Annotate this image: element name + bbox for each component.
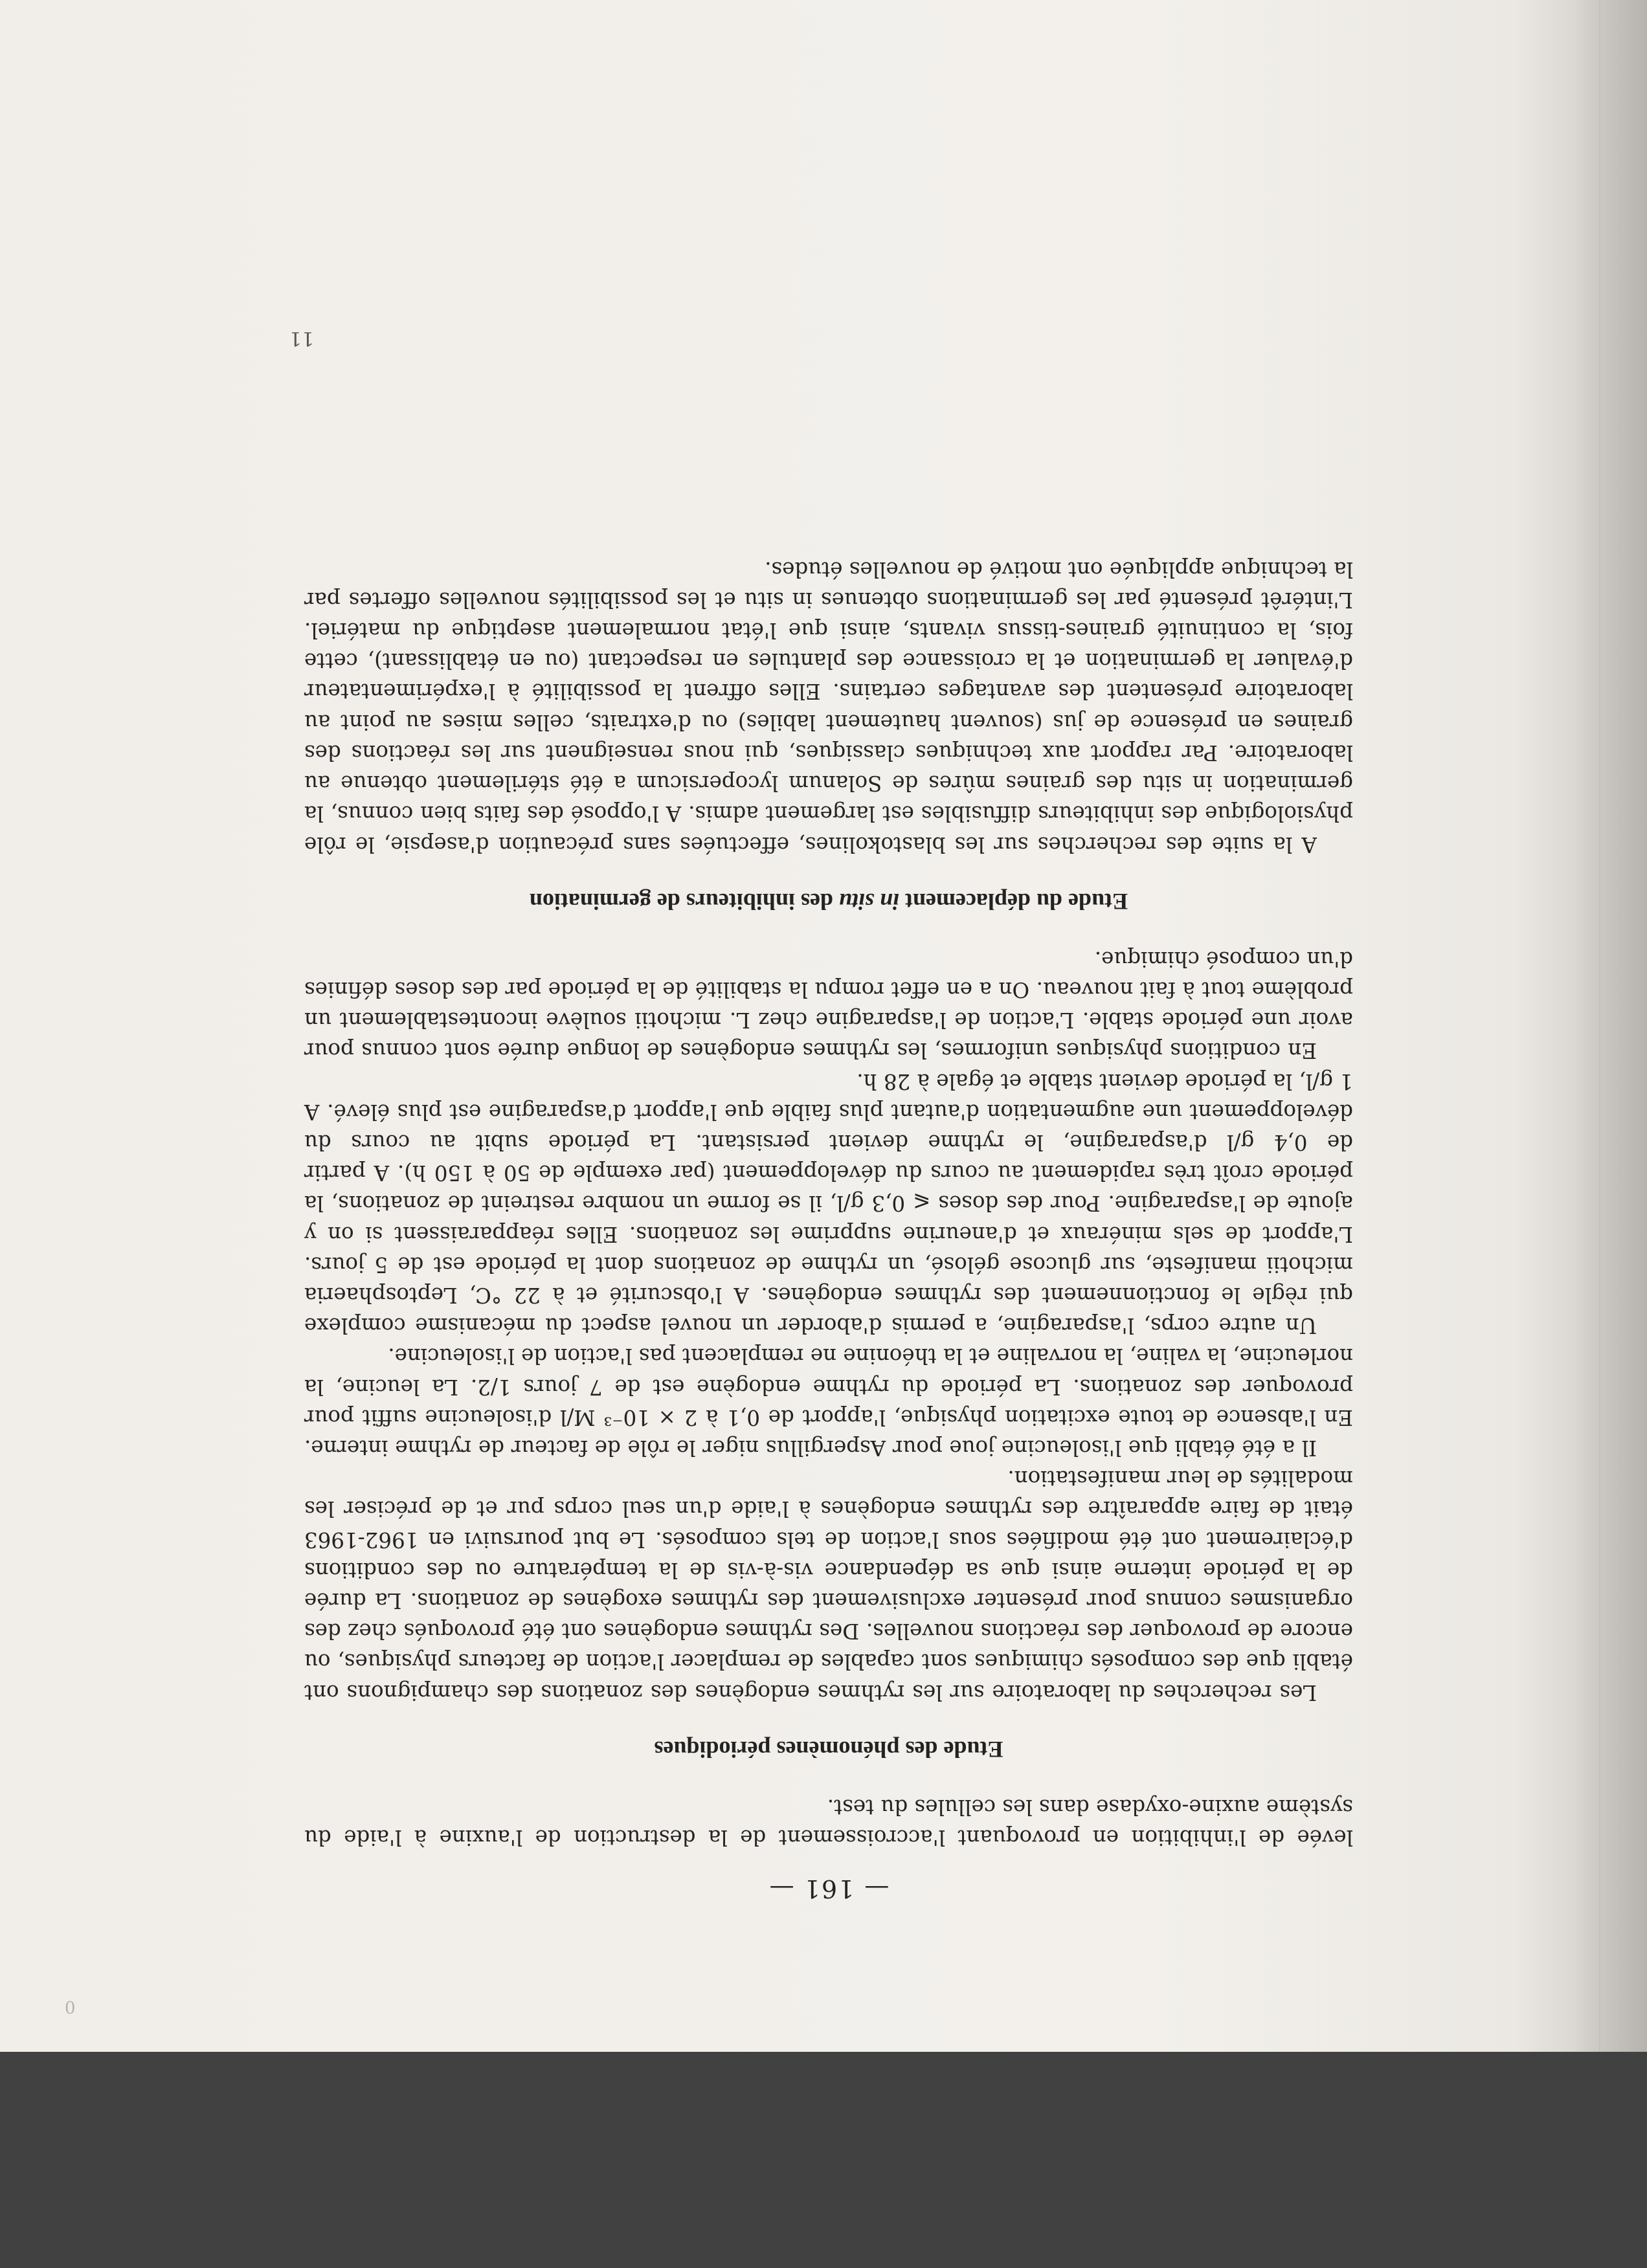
corner-mark: 11 <box>289 327 314 350</box>
stray-pencil-mark: 0 <box>65 1997 76 2016</box>
paragraph-rhythms: Les recherches du laboratoire sur les rythmes endogènes des zonations des champignons ont établi que des composés chimiques sont capables de remplacer l'action de facteurs physiques, ou encore de provoquer des réactions nouvelles. Des rythmes endogènes ont été provoqués chez des organismes connus pour présenter exclusivement des rythmes exogènes de zonations. La durée de la période interne ainsi que sa dépendance vis-à-vis de la température ou des conditions d'éclairement ont été modifiées sous l'action de tels composés. Le but poursuivi en 1962-1963 était de faire apparaître des rythmes endogènes à l'aide d'un seul corps pur et de préciser les modalités de leur manifestation. <box>304 1466 1353 1705</box>
page-number: — 161 — <box>768 1874 890 1903</box>
paragraph-isoleucine: Il a été établi que l'isoleucine joue pour Aspergillus niger le rôle de facteur de rythme interne. En l'absence de toute excitation physique, l'apport de 0,1 à 2 × 10⁻³ M/l d'isoleucine suffit pour provoquer des zonations. La période du rythme endogène est de 7 jours 1/2. La leucine, la norleucine, la valine, la norvaline et la théonine ne remplacent pas l'action de l'isoleucine. <box>304 1344 1353 1460</box>
page-text-block <box>289 149 1353 1903</box>
paragraph-asparagine: Un autre corps, l'asparagine, a permis d'aborder un nouvel aspect du mécanisme complexe qui règle le fonctionnement des rythmes endogènes. A l'obscurité et à 22 °C, Leptosphaeria michotii manifeste, sur glucose gélosé, un rythme de zonations dont la période est de 5 jours. L'apport de sels minéraux et d'aneurine supprime les zonations. Elles réapparaissent si on y ajoute de l'asparagine. Pour des doses ⩽ 0,3 g/l, il se forme un nombre restreint de zonations, la période croît très rapidement au cours du développement (par exemple de 50 à 150 h). A partir de 0,4 g/l d'asparagine, le rythme devient persistant. La période subit au cours du développement une augmentation d'autant plus faible que l'apport d'asparagine est plus élevé. A 1 g/l, la période devient stable et égale à 28 h. <box>304 1069 1353 1339</box>
heading-periodic-phenomena: Etude des phénomènes périodiques <box>654 1736 1003 1762</box>
heading-inhibitors-part2: des inhibiteurs de germination <box>529 888 839 915</box>
heading-inhibitors <box>304 888 1353 915</box>
heading-inhibitors-part1: Etude du déplacement <box>899 888 1128 915</box>
paragraph-stability: En conditions physiques uniformes, les rythmes endogènes de longue durée sont connus pour avoir une période stable. L'action de l'asparagine chez L. michotii soulève incontestablement un problème tout à fait nouveau. On a en effet rompu la stabilité de la période par des doses définies d'un composé chimique. <box>304 946 1353 1063</box>
page-edge-line <box>1599 0 1600 2052</box>
paragraph-germination: A la suite des recherches sur les blastokolines, effectuées sans précaution d'asepsie, le rôle physiologique des inhibiteurs diffusibles est largement admis. A l'opposé des faits bien connus, la germination in situ des graines mûres de Solanum lycopersicum a été stérilement obtenue au laboratoire. Par rapport aux techniques classiques, qui nous renseignent sur les réactions des graines en présence de jus (souvent hautement labiles) ou d'extraits, celles mises au point au laboratoire présentent des avantages certains. Elles offrent la possibilité à l'expérimentateur d'évaluer la germination et la croissance des plantules en respectant (ou en établissant), cette fois, la continuité graines-tissus vivants, ainsi que l'état normalement aseptique du matériel. L'intérêt présenté par les germinations obtenues in situ et les possibilités nouvelles offertes par la technique appliquée ont motivé de nouvelles études. <box>304 557 1353 857</box>
page-gutter-shadow <box>1573 0 1647 2052</box>
heading-inhibitors-insitu: in situ <box>838 888 900 915</box>
paragraph-auxine: levée de l'inhibition en provoquant l'accroissement de la destruction de l'auxine à l'aide du système auxine-oxydase dans les cellules du test. <box>304 1794 1353 1850</box>
